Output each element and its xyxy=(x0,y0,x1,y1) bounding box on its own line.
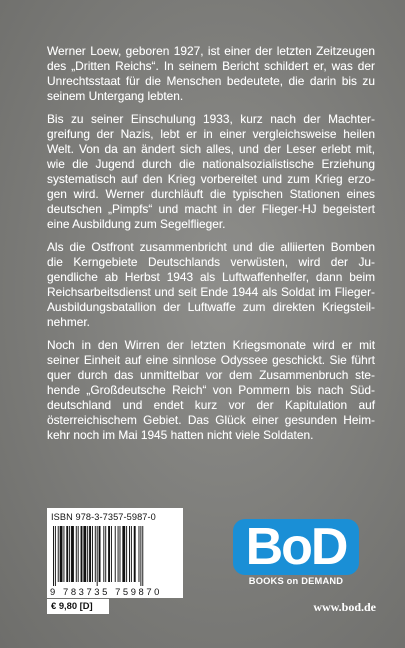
publisher-url: www.bod.de xyxy=(313,600,376,614)
barcode-bar xyxy=(87,526,88,582)
barcode-bar xyxy=(71,526,74,582)
barcode-bar xyxy=(103,526,104,582)
barcode-bar xyxy=(92,526,93,582)
isbn-barcode-panel xyxy=(47,508,183,598)
barcode-bar xyxy=(53,526,54,586)
bod-logo-text: BoD xyxy=(245,518,347,576)
barcode-bar xyxy=(83,526,86,582)
barcode-bar xyxy=(139,526,140,582)
barcode-bar xyxy=(95,526,96,582)
price-panel xyxy=(47,599,109,614)
barcode-bar xyxy=(134,526,136,582)
blurb-text xyxy=(47,44,375,451)
blurb-paragraph-2: Bis zu seiner Einschulung 1933, kurz nach der Machtergreifung der Nazis, lebt er in einer vergleichsweise heilen Welt. Von da an ändert sich alles, und der Leser erlebt mit, wie die Jugend durch die nationalsozialistische Erziehung systematisch auf den Krieg vorbereitet und zum Krieg erzogen wird. Werner durchläuft die typischen Stationen eines deutschen „Pimpfs“ und macht in der Flieger-HJ begeistert eine Ausbildung zum Segelflieger. xyxy=(47,112,375,231)
barcode-bar xyxy=(142,526,143,586)
blurb-paragraph-4: Noch in den Wirren der letzten Kriegsmonate wird er mit seiner Einheit auf eine sinnlose Odyssee geschickt. Sie führt quer durch das unmittelbar vor dem Zusammenbruch stehende „Großdeutsche Reich“ von Pommern bis nach Süddeutschland und endet kurz vor der Kapitulation auf österreichischem Gebiet. Das Glück einer gesunden Heimkehr noch im Mai 1945 hatten nicht viele Soldaten. xyxy=(47,338,375,442)
barcode-bar xyxy=(105,526,106,582)
barcode-bar xyxy=(58,526,59,582)
bod-logo-mark xyxy=(233,519,359,575)
publisher-logo xyxy=(233,519,359,589)
barcode-digits: 9 783735 759870 xyxy=(50,586,162,597)
isbn-label: ISBN 978-3-7357-5987-0 xyxy=(51,512,156,522)
barcode-bar xyxy=(140,526,141,586)
barcode-bar xyxy=(115,526,116,582)
barcode-bar xyxy=(108,526,110,582)
barcode-bar xyxy=(120,526,121,582)
barcode-bar xyxy=(76,526,77,582)
barcode-bar xyxy=(81,526,83,582)
barcode-bar xyxy=(122,526,125,582)
blurb-paragraph-1: Werner Loew, geboren 1927, ist einer der letzten Zeitzeugen des „Dritten Reichs“. In seinem Bericht schildert er, was der Unrechtsstaat für die Menschen bedeutete, die darin bis zu seinem Untergang lebten. xyxy=(47,44,375,103)
barcode-bar xyxy=(66,526,68,582)
barcode-bar xyxy=(129,526,130,582)
barcode-bar xyxy=(126,526,127,582)
barcode-bar xyxy=(60,526,63,582)
blurb-paragraph-3: Als die Ostfront zusammenbricht und die alliierten Bomben die Kerngebiete Deutschlands verwüsten, wird der Jugendliche ab Herbst 1943 als Luftwaffenhelfer, dann beim Reichsarbeitsdienst und seit Ende 1944 als Soldat im Flieger-Ausbildungsbatallion der Luftwaffe zum direkten Kriegsteilnehmer. xyxy=(47,240,375,329)
barcode-bar xyxy=(99,526,101,582)
barcode-bar xyxy=(118,526,119,582)
barcode-bar xyxy=(111,526,112,582)
barcode-bar xyxy=(97,526,98,586)
barcode-icon xyxy=(51,526,179,586)
barcode-bar xyxy=(131,526,132,582)
barcode-bar xyxy=(63,526,64,582)
barcode-bar xyxy=(89,526,91,582)
price-label: € 9,80 [D] xyxy=(51,600,93,611)
barcode-bar xyxy=(69,526,70,582)
barcode-bar xyxy=(78,526,79,582)
bod-logo-subtitle: BOOKS on DEMAND xyxy=(248,576,344,586)
barcode-bar xyxy=(55,526,56,586)
